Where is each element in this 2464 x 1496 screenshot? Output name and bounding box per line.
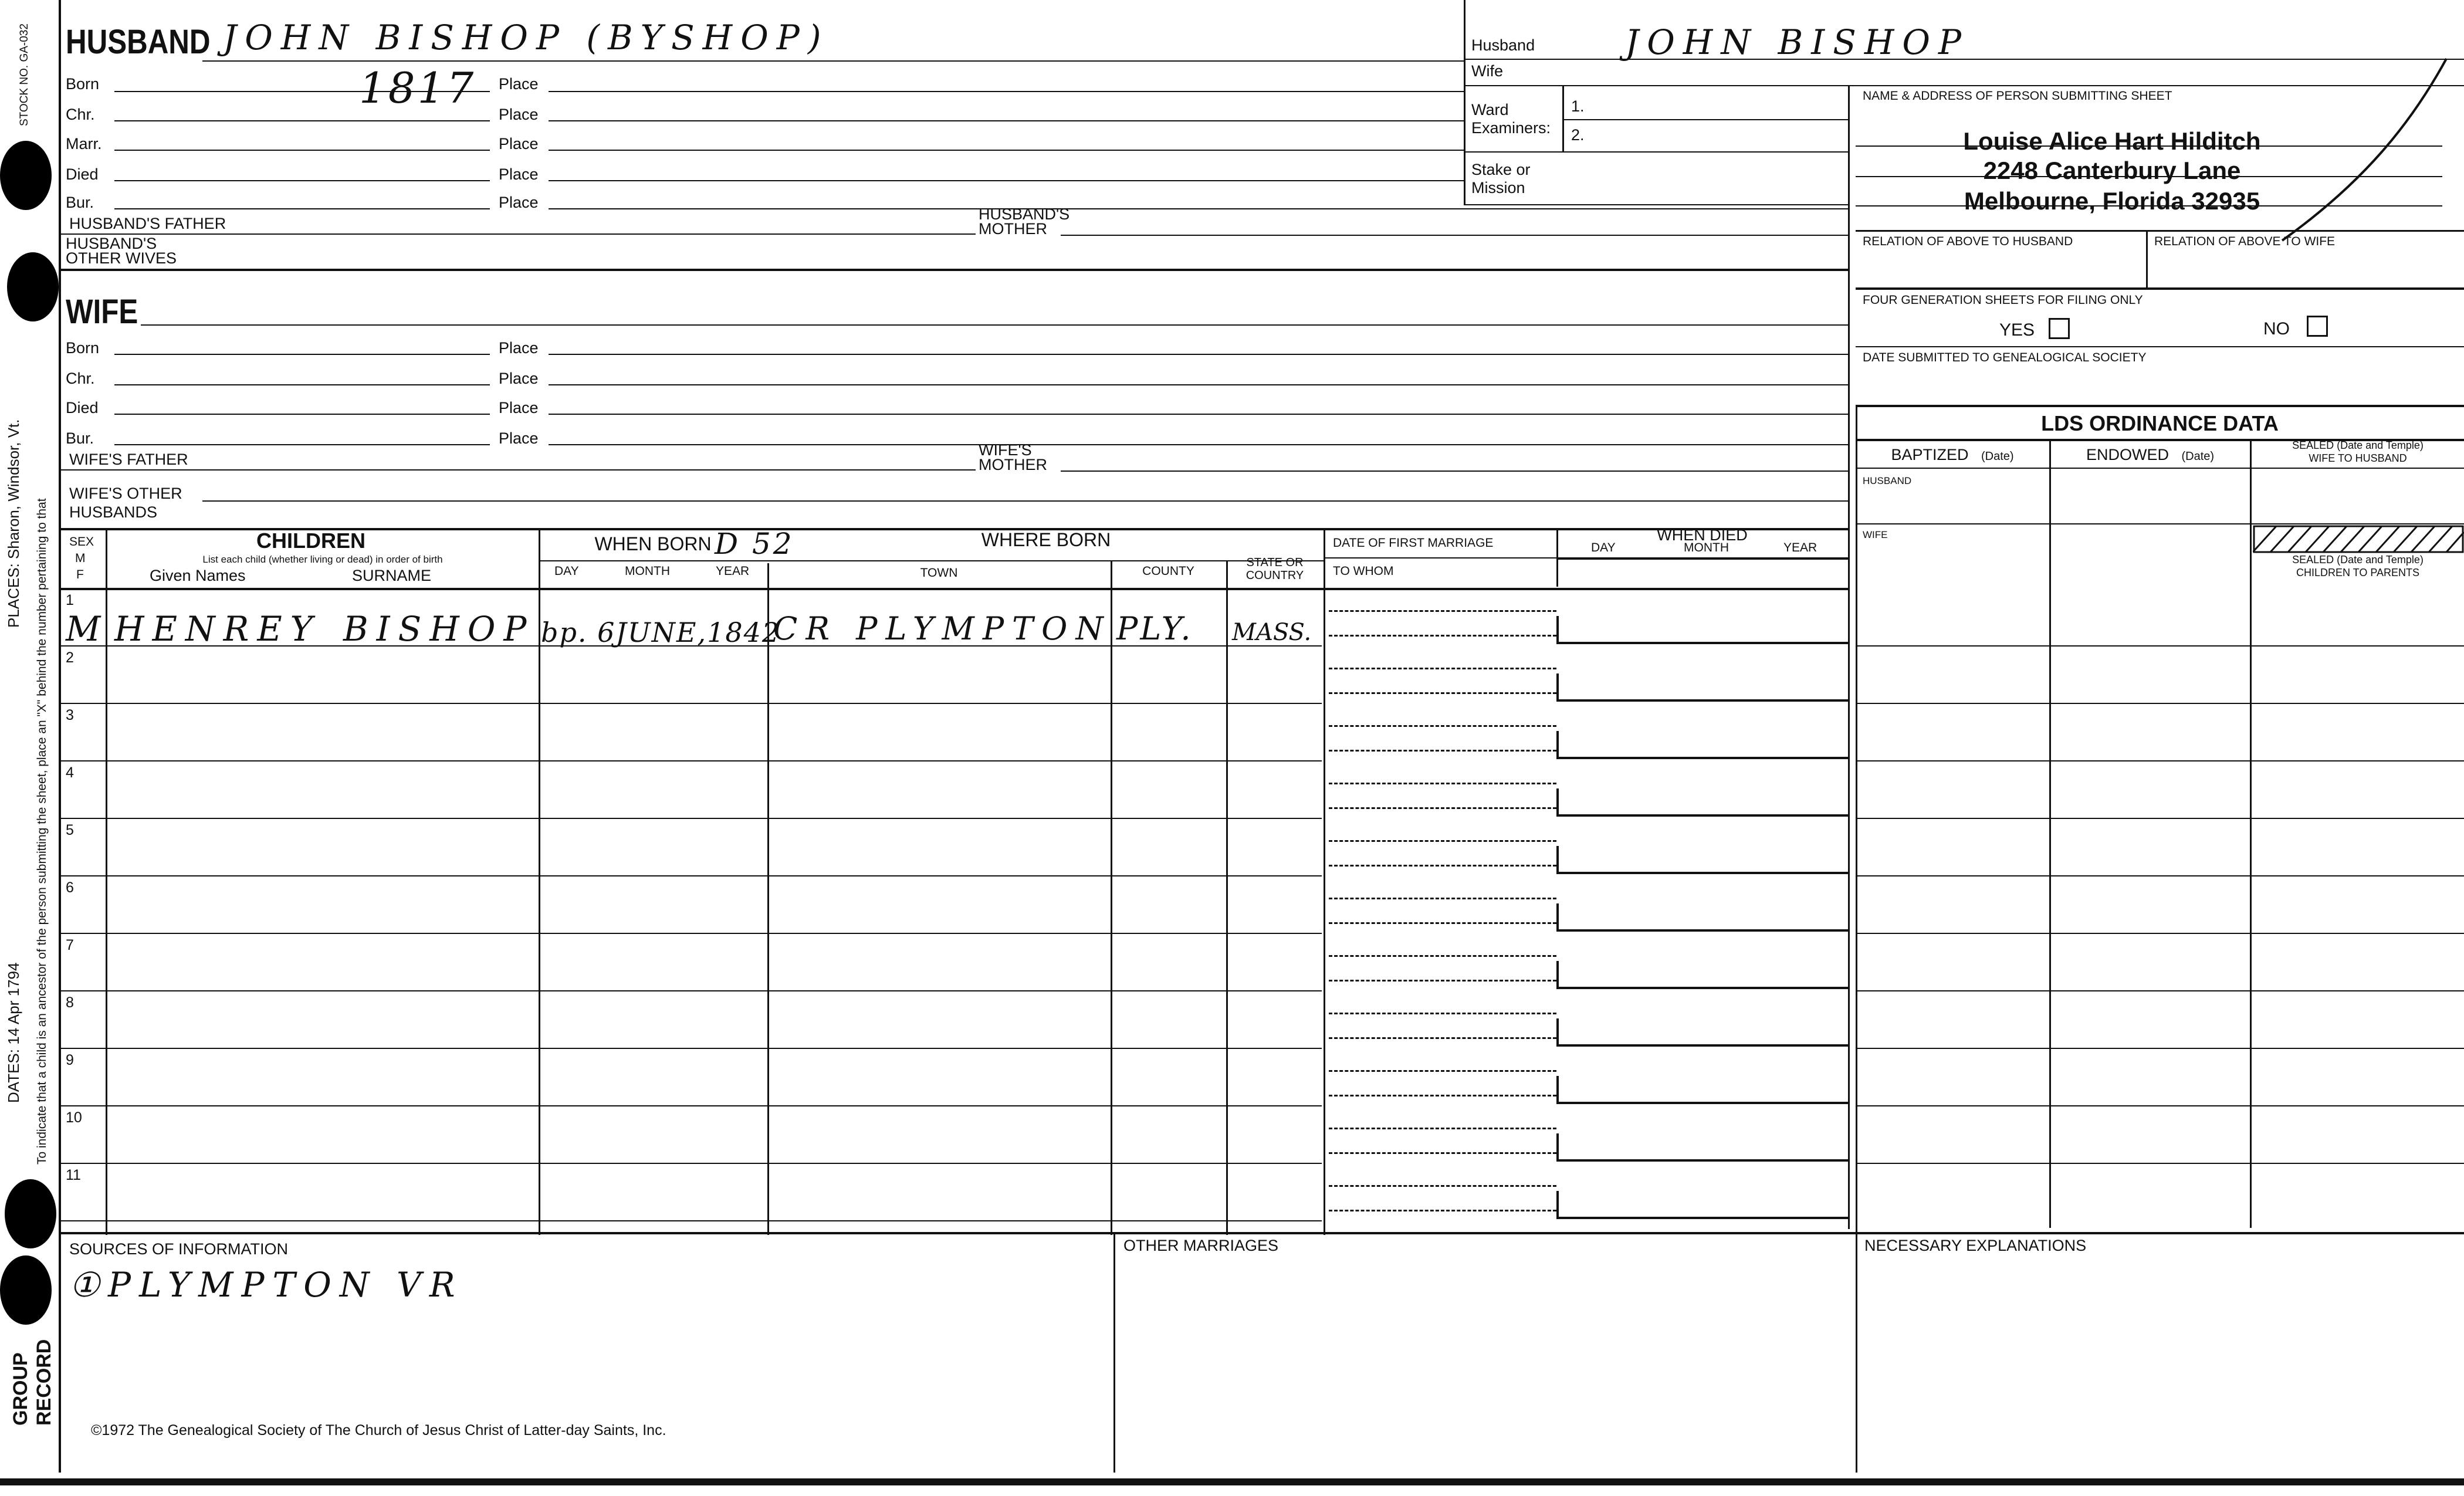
child-row-separator — [60, 875, 1322, 876]
husband-chr-label: Chr. — [66, 106, 95, 123]
child-death-date-box — [1556, 1076, 1848, 1104]
stake-label-2: Mission — [1471, 179, 1525, 197]
lds-baptized-text: BAPTIZED — [1891, 446, 1969, 463]
husband-marr-place-label: Place — [499, 135, 539, 153]
yes-checkbox[interactable] — [2049, 318, 2070, 339]
state-header-2: COUNTRY — [1245, 569, 1304, 582]
wife-mother-label-2: MOTHER — [979, 456, 1047, 473]
date-submitted-bottom-line — [1856, 405, 2464, 407]
child-row-separator — [60, 760, 1322, 761]
side-places: PLACES: Sharon, Windsor, Vt. — [5, 419, 22, 628]
examiner-2: 2. — [1571, 126, 1585, 144]
husband-born-value: 1817 — [359, 63, 476, 113]
sex-f-header: F — [76, 568, 84, 581]
husband-marr-line — [114, 150, 490, 151]
child-row-separator — [60, 1163, 1322, 1164]
child-row-number: 11 — [66, 1167, 81, 1183]
submitter-city: Melbourne, Florida 32935 — [1964, 187, 2260, 215]
relation-divider — [2146, 230, 2148, 289]
wife-chr-place-label: Place — [499, 370, 539, 387]
examiners-bottom-line — [1464, 151, 1848, 153]
child-row-number: 5 — [66, 822, 74, 838]
lds-row-line-8 — [1856, 1048, 2464, 1049]
lds-row-line-10 — [1856, 1163, 2464, 1164]
wife-born-line — [114, 354, 490, 355]
sources-label: SOURCES OF INFORMATION — [69, 1240, 289, 1258]
punch-hole-3 — [5, 1179, 56, 1248]
wife-mother-label-1: WIFE'S — [979, 441, 1032, 459]
child-row-number: 2 — [66, 649, 74, 666]
born-day-header: DAY — [554, 564, 579, 578]
surname-header: SURNAME — [352, 567, 432, 584]
yes-label: YES — [1999, 320, 2035, 340]
side-dates: DATES: 14 Apr 1794 — [5, 962, 22, 1103]
lds-sealed-wife-1: SEALED (Date and Temple) — [2292, 439, 2424, 451]
child-marriage-whom-line — [1329, 635, 1556, 637]
form-bottom-border — [0, 1478, 2464, 1485]
wife-other-husbands-label-2: HUSBANDS — [69, 503, 158, 521]
when-born-annotation: D 52 — [715, 527, 794, 561]
children-header-bottom — [60, 588, 1848, 590]
child-death-date-box — [1556, 846, 1848, 874]
child-row-separator — [60, 703, 1322, 704]
husband-born-label: Born — [66, 75, 100, 93]
examiner-1-line — [1562, 119, 1848, 120]
child-marriage-date-line — [1329, 1185, 1556, 1187]
child-marriage-whom-line — [1329, 1037, 1556, 1039]
lds-row-line-5 — [1856, 875, 2464, 876]
child-row-separator — [60, 1105, 1322, 1106]
sources-value: ①PLYMPTON VR — [69, 1265, 463, 1305]
wife-heading: WIFE — [66, 293, 138, 331]
top-wife-label: Wife — [1471, 62, 1503, 80]
lds-endowed-date: (Date) — [2181, 450, 2215, 463]
wife-mother-line — [1061, 471, 1848, 472]
to-whom-header: TO WHOM — [1333, 564, 1394, 578]
stake-label-1: Stake or — [1471, 161, 1531, 178]
bottom-divider-1 — [1113, 1232, 1115, 1473]
born-month-header: MONTH — [625, 564, 670, 578]
wife-bur-line — [114, 444, 490, 445]
child-row-number: 8 — [66, 994, 74, 1011]
wife-bur-place-line — [549, 444, 1848, 445]
child-marriage-date-line — [1329, 725, 1556, 727]
first-marriage-header: DATE OF FIRST MARRIAGE — [1333, 536, 1494, 550]
submitter-label: NAME & ADDRESS OF PERSON SUBMITTING SHEET — [1863, 89, 2172, 103]
husband-marr-place-line — [549, 150, 1464, 151]
lds-wife-label: WIFE — [1863, 529, 1888, 540]
husband-died-place-label: Place — [499, 165, 539, 183]
wife-chr-label: Chr. — [66, 370, 95, 387]
child-row-number: 10 — [66, 1109, 82, 1126]
wife-born-label: Born — [66, 339, 100, 357]
child-1-surname: BISHOP — [343, 609, 535, 649]
col-when-born-divider — [767, 563, 769, 1235]
col-town-divider — [1111, 560, 1112, 1235]
born-year-header: YEAR — [716, 564, 750, 578]
child-marriage-date-line — [1329, 955, 1556, 957]
husband-section-bottom — [60, 269, 1848, 271]
child-marriage-whom-line — [1329, 807, 1556, 809]
husband-chr-place-label: Place — [499, 106, 539, 123]
wife-other-husbands-label-1: WIFE'S OTHER — [69, 485, 182, 502]
child-death-date-box — [1556, 961, 1848, 989]
state-header-1: STATE OR — [1246, 556, 1304, 569]
first-marriage-line — [1324, 557, 1556, 559]
children-header: CHILDREN — [256, 529, 365, 553]
lds-row-line-6 — [1856, 933, 2464, 934]
lds-hatched-box — [2253, 525, 2464, 553]
child-death-date-box — [1556, 731, 1848, 759]
lds-baptized-date: (Date) — [1981, 450, 2014, 463]
child-death-date-box — [1556, 1191, 1848, 1219]
wife-died-place-label: Place — [499, 399, 539, 417]
sex-m-header: M — [75, 551, 86, 565]
husband-father-line — [60, 233, 976, 235]
col-state-divider — [1324, 528, 1325, 1235]
relation-husband-label: RELATION OF ABOVE TO HUSBAND — [1863, 235, 2073, 248]
examiner-1: 1. — [1571, 97, 1585, 115]
child-row-separator — [60, 990, 1322, 991]
child-death-date-box — [1556, 1133, 1848, 1162]
died-day-header: DAY — [1591, 541, 1616, 554]
form-title-record: RECORD — [33, 1339, 55, 1426]
lds-row-line-2 — [1856, 703, 2464, 704]
husband-heading: HUSBAND — [66, 23, 211, 61]
wife-father-line — [60, 469, 976, 471]
children-table-bottom — [60, 1232, 2464, 1234]
stake-bottom-line — [1464, 204, 1848, 205]
top-husband-value: JOHN BISHOP — [1625, 22, 1969, 62]
lds-col-divider-1 — [2049, 439, 2051, 1228]
child-1-state: MASS. — [1232, 619, 1312, 646]
husband-bur-place-label: Place — [499, 194, 539, 211]
top-right-box-left — [1464, 0, 1465, 204]
lds-sealed-wife-2: WIFE TO HUSBAND — [2309, 452, 2407, 464]
town-header: TOWN — [920, 566, 958, 580]
top-husband-label: Husband — [1471, 36, 1535, 54]
when-died-header: WHEN DIED — [1657, 526, 1748, 544]
relation-wife-label: RELATION OF ABOVE TO WIFE — [2154, 235, 2336, 248]
when-born-header-line — [539, 560, 1324, 561]
child-marriage-whom-line — [1329, 980, 1556, 981]
lds-husband-line — [1856, 523, 2464, 524]
ward-label: Ward — [1471, 101, 1509, 119]
child-marriage-whom-line — [1329, 1152, 1556, 1154]
submitter-street: 2248 Canterbury Lane — [1983, 157, 2241, 184]
child-marriage-date-line — [1329, 1128, 1556, 1129]
child-marriage-date-line — [1329, 1013, 1556, 1014]
husband-marr-label: Marr. — [66, 135, 102, 153]
child-marriage-date-line — [1329, 840, 1556, 842]
form-left-border — [59, 0, 61, 1473]
punch-hole-4 — [0, 1255, 52, 1325]
wife-born-place-line — [549, 354, 1848, 355]
submitter-name: Louise Alice Hart Hilditch — [1963, 127, 2261, 155]
child-marriage-whom-line — [1329, 1095, 1556, 1096]
husband-name-line — [202, 60, 1464, 62]
died-year-header: YEAR — [1783, 541, 1817, 554]
child-marriage-date-line — [1329, 1070, 1556, 1072]
wife-chr-line — [114, 384, 490, 385]
child-death-date-box — [1556, 903, 1848, 932]
copyright: ©1972 The Genealogical Society of The Church of Jesus Christ of Latter-day Saints, Inc. — [91, 1422, 666, 1439]
husband-mother-label-1: HUSBAND'S — [979, 205, 1070, 223]
child-death-date-box — [1556, 1018, 1848, 1047]
husband-mother-label-2: MOTHER — [979, 220, 1047, 238]
child-marriage-whom-line — [1329, 922, 1556, 924]
wife-other-husbands-line — [202, 500, 1848, 502]
lds-row-line-1 — [1856, 645, 2464, 647]
child-1-town: CR PLYMPTON — [773, 610, 1112, 647]
wife-father-label: WIFE'S FATHER — [69, 451, 188, 468]
child-marriage-whom-line — [1329, 1210, 1556, 1211]
col-sex-divider — [106, 528, 107, 1235]
when-died-bottom — [1556, 557, 1848, 560]
lds-endowed-text: ENDOWED — [2086, 446, 2169, 463]
wife-died-line — [114, 414, 490, 415]
husband-other-wives-label-2: OTHER WIVES — [66, 249, 177, 267]
lds-endowed-label — [2050, 446, 2250, 465]
husband-bur-place-line — [549, 208, 1848, 209]
child-1-county: PLY. — [1116, 610, 1193, 647]
lds-title: LDS ORDINANCE DATA — [2041, 411, 2279, 435]
lds-sealed-children-1: SEALED (Date and Temple) — [2292, 554, 2424, 566]
wife-died-place-line — [549, 414, 1848, 415]
no-checkbox[interactable] — [2307, 316, 2328, 337]
husband-bur-line — [114, 208, 490, 209]
child-marriage-date-line — [1329, 610, 1556, 612]
date-submitted-label: DATE SUBMITTED TO GENEALOGICAL SOCIETY — [1863, 351, 2147, 364]
lds-husband-label: HUSBAND — [1863, 475, 1912, 486]
child-row-separator — [60, 933, 1322, 934]
husband-died-label: Died — [66, 165, 99, 183]
relation-top-line — [1856, 230, 2464, 232]
punch-hole-2 — [7, 252, 59, 321]
child-row-separator — [60, 1048, 1322, 1049]
lds-row-line-3 — [1856, 760, 2464, 761]
child-marriage-whom-line — [1329, 692, 1556, 694]
husband-mother-line — [1061, 235, 1848, 236]
child-death-date-box — [1556, 673, 1848, 702]
lds-row-line-7 — [1856, 990, 2464, 991]
husband-born-place-label: Place — [499, 75, 539, 93]
four-gen-bottom-line — [1856, 346, 2464, 347]
child-row-number: 4 — [66, 764, 74, 781]
child-row-number: 6 — [66, 879, 74, 896]
middle-right-divider — [1848, 85, 1850, 1229]
examiners-label: Examiners: — [1471, 119, 1551, 137]
wife-died-label: Died — [66, 399, 99, 417]
wife-bur-place-label: Place — [499, 429, 539, 447]
husband-chr-line — [114, 120, 490, 121]
child-marriage-whom-line — [1329, 750, 1556, 752]
child-1-sex: M — [66, 609, 102, 649]
husband-name-value: JOHN BISHOP (BYSHOP) — [223, 18, 830, 57]
husband-born-place-line — [549, 91, 1464, 92]
child-row-separator — [60, 1220, 1322, 1221]
lds-baptized-label — [1856, 446, 2049, 465]
four-gen-label: FOUR GENERATION SHEETS FOR FILING ONLY — [1863, 293, 2143, 307]
when-born-header: WHEN BORN — [594, 533, 712, 554]
lds-row-line-9 — [1856, 1105, 2464, 1106]
other-marriages-label: OTHER MARRIAGES — [1123, 1237, 1279, 1254]
wife-name-line — [141, 324, 1848, 326]
child-row-separator — [60, 818, 1322, 819]
child-1-given: HENREY — [114, 609, 321, 649]
sex-header: SEX — [69, 535, 94, 549]
explanations-label: NECESSARY EXPLANATIONS — [1864, 1237, 2087, 1254]
wife-bur-label: Bur. — [66, 429, 94, 447]
col-county-divider — [1226, 560, 1228, 1235]
child-death-date-box — [1556, 788, 1848, 817]
died-month-header: MONTH — [1684, 541, 1729, 554]
county-header: COUNTY — [1142, 564, 1194, 578]
child-marriage-whom-line — [1329, 865, 1556, 867]
husband-bur-label: Bur. — [66, 194, 94, 211]
punch-hole-1 — [0, 141, 52, 210]
child-row-number: 3 — [66, 707, 74, 723]
wife-chr-place-line — [549, 384, 1848, 385]
child-1-born: bp. 6JUNE,1842 — [541, 617, 781, 648]
husband-other-wives-label-1: HUSBAND'S — [66, 235, 157, 252]
where-born-header: WHERE BORN — [981, 529, 1111, 550]
wife-born-place-label: Place — [499, 339, 539, 357]
child-marriage-date-line — [1329, 668, 1556, 669]
husband-father-label: HUSBAND'S FATHER — [69, 215, 226, 232]
child-marriage-date-line — [1329, 898, 1556, 899]
lds-sealed-children-2: CHILDREN TO PARENTS — [2296, 567, 2420, 578]
child-marriage-date-line — [1329, 783, 1556, 784]
lds-header-line — [1856, 468, 2464, 469]
husband-chr-place-line — [549, 120, 1464, 121]
bottom-divider-2 — [1856, 1232, 1857, 1473]
children-note: List each child (whether living or dead) in order of birth — [202, 554, 443, 565]
given-names-header: Given Names — [150, 567, 246, 584]
form-title-group: GROUP — [9, 1352, 32, 1426]
submitter-slash-mark — [2276, 53, 2452, 246]
lds-row-line-4 — [1856, 818, 2464, 819]
child-row-number: 9 — [66, 1052, 74, 1068]
stock-number: STOCK NO. GA-032 — [18, 23, 31, 126]
husband-died-place-line — [549, 180, 1464, 181]
relation-bottom-line — [1856, 287, 2464, 290]
side-instruction: To indicate that a child is an ancestor of the person submitting the sheet, place an "X" behind the number pertaining to that — [35, 498, 49, 1165]
child-row-number: 1 — [66, 592, 74, 608]
col-children-divider — [539, 528, 540, 1235]
husband-died-line — [114, 180, 490, 181]
no-label: NO — [2263, 319, 2290, 339]
child-death-date-box — [1556, 616, 1848, 644]
child-row-number: 7 — [66, 937, 74, 953]
